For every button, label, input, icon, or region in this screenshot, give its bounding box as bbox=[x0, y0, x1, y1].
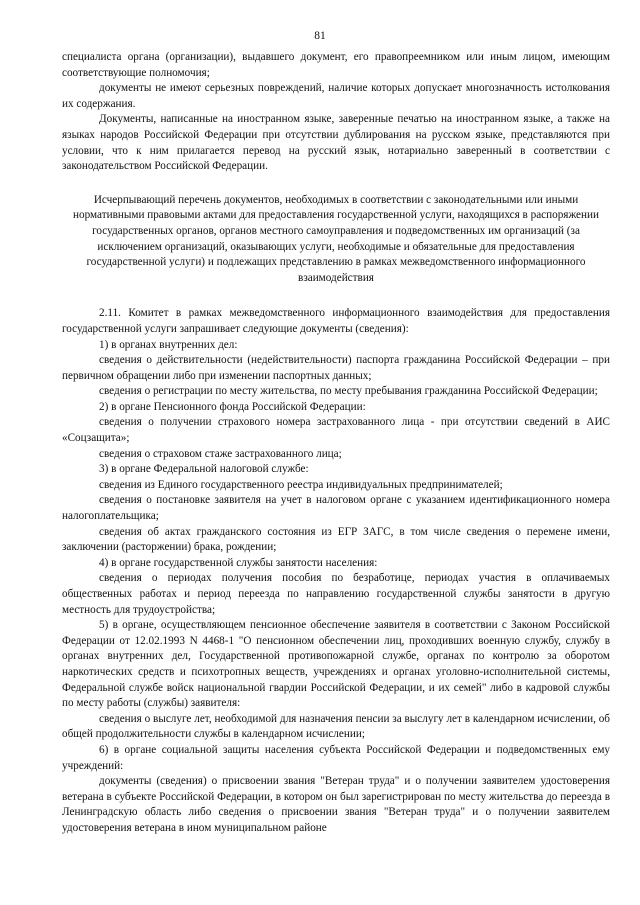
paragraph: сведения о регистрации по месту жительства, по месту пребывания гражданина Российской Федерации; bbox=[99, 385, 598, 398]
document-body bbox=[62, 50, 610, 837]
paragraph: 3) в органе Федеральной налоговой службе: bbox=[99, 463, 309, 476]
paragraph: Документы, написанные на иностранном языке, заверенные печатью на иностранном языке, а также на языках народов Российской Федерации при отсутствии дублирования на русском языке, представляются при условии, что к ним прилагается перевод на русский язык, нотариально заверенный в соответствии с законодательством Российской Федерации. bbox=[62, 113, 610, 173]
main-paragraphs bbox=[62, 306, 610, 836]
paragraph: сведения о периодах получения пособия по безработице, периодах участия в оплачиваемых общественных работах и период переезда по направлению государственной службы занятости в другую местность для трудоустройства; bbox=[62, 572, 610, 616]
paragraph: сведения о выслуге лет, необходимой для назначения пенсии за выслугу лет в календарном исчислении, об общей продолжительности службы в календарном исчислении; bbox=[62, 712, 610, 741]
paragraph: специалиста органа (организации), выдавшего документ, его правопреемником или иным лицом, имеющим соответствующие полномочия; bbox=[62, 51, 610, 79]
paragraph: сведения о действительности (недействительности) паспорта гражданина Российской Федерации – при первичном обращении либо при изменении паспортных данных; bbox=[62, 354, 610, 382]
paragraph: 4) в органе государственной службы занятости населения: bbox=[99, 556, 378, 569]
section-heading: Исчерпывающий перечень документов, необходимых в соответствии с законодательными или иными нормативными правовыми актами для предоставления государственной услуги, находящихся в распоряжении государственных органов, органов местного самоуправления и подведомственных им организаций (за исключением организаций, оказывающих услуги, необходимые и обязательные для предоставления государственной услуги) и подлежащих представлению в рамках межведомственного информационного взаимодействия bbox=[73, 193, 599, 284]
paragraph: 5) в органе, осуществляющем пенсионное обеспечение заявителя в соответствии с Законом Российской Федерации от 12.02.1993 N 4468-1 "О пенсионном обеспечении лиц, проходивших военную службу, службу в органах внутренних дел, Государственной противопожарной службе, органах по контролю за оборотом наркотических средств и психотропных веществ, учреждениях и органах уголовно-исполнительной системы, Федеральной службе войск национальной гвардии Российской Федерации, и их семей" либо в кадровой службы по месту работы (службы) заявителя: bbox=[62, 619, 610, 710]
paragraph: 6) в органе социальной защиты населения субъекта Российской Федерации и подведомственных ему учреждений: bbox=[62, 743, 610, 772]
paragraph: сведения из Единого государственного реестра индивидуальных предпринимателей; bbox=[99, 478, 503, 491]
paragraph: документы (сведения) о присвоении звания "Ветеран труда" и о получении заявителем удостоверения ветерана в субъекте Российской Федерации, в котором он был зарегистрирован по месту жительства до переезда в Ленинградскую область либо сведения о присвоении звания "Ветеран труда" и о получении заявителем удостоверения ветерана в ином муниципальном районе bbox=[62, 775, 610, 834]
intro-paragraphs bbox=[62, 50, 610, 175]
paragraph: 1) в органах внутренних дел: bbox=[99, 338, 238, 351]
paragraph: сведения о постановке заявителя на учет в налоговом органе с указанием идентификационного номера налогоплательщика; bbox=[62, 494, 610, 523]
paragraph: сведения о страховом стаже застрахованного лица; bbox=[99, 447, 342, 460]
paragraph: 2) в органе Пенсионного фонда Российской Федерации: bbox=[99, 400, 366, 413]
paragraph: сведения об актах гражданского состояния из ЕГР ЗАГС, в том числе сведения о перемене имени, заключении (расторжении) брака, рождении; bbox=[62, 525, 610, 554]
page-number: 81 bbox=[314, 30, 326, 42]
paragraph: сведения о получении страхового номера застрахованного лица - при отсутствии сведений в АИС «Соцзащита»; bbox=[62, 416, 610, 445]
paragraph: документы не имеют серьезных повреждений, наличие которых допускает многозначность истолкования их содержания. bbox=[62, 82, 610, 110]
paragraph: 2.11. Комитет в рамках межведомственного информационного взаимодействия для предоставления государственной услуги запрашивает следующие документы (сведения): bbox=[62, 307, 610, 335]
